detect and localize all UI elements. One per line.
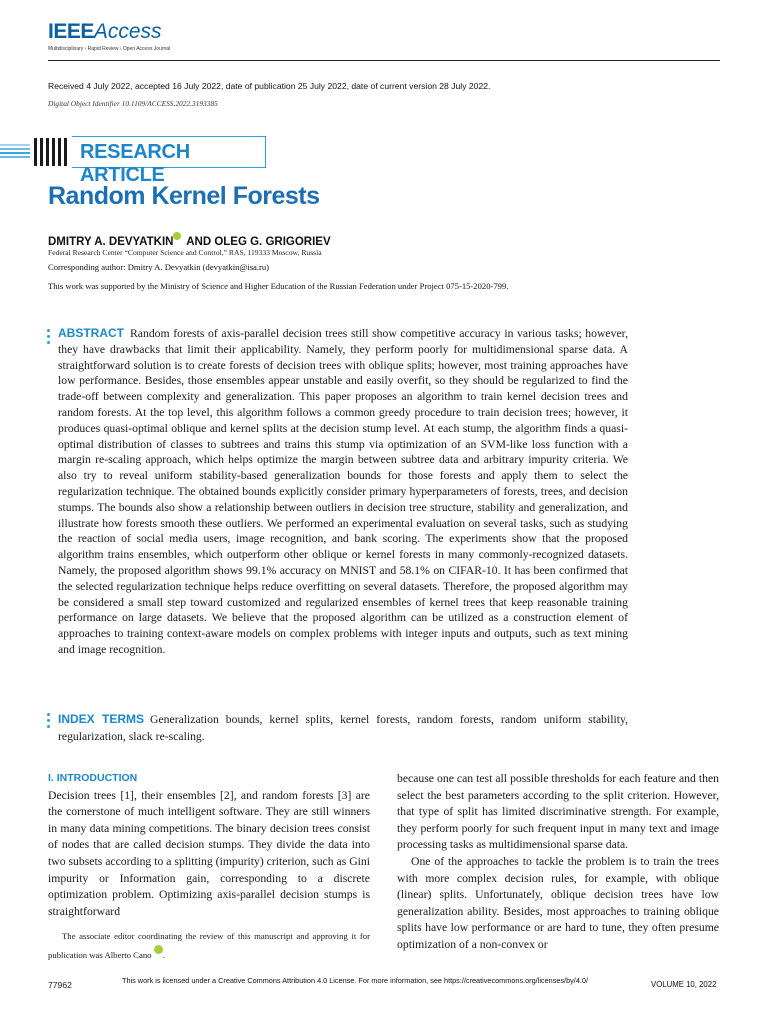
header-divider xyxy=(48,60,720,61)
index-terms-text: Generalization bounds, kernel splits, kernel forests, random forests, random uniform stability, regularization, slack re-scaling. xyxy=(58,713,628,743)
index-terms-marker-icon xyxy=(47,713,51,731)
journal-logo xyxy=(48,20,162,44)
abstract xyxy=(58,326,628,658)
abstract-heading: ABSTRACT xyxy=(58,326,124,340)
corresponding-author: Corresponding author: Dmitry A. Devyatkin (devyatkin@isa.ru) xyxy=(48,262,270,272)
funding-note: This work was supported by the Ministry of Science and Higher Education of the Russian Federation under Project 075-15-2020-799. xyxy=(48,281,509,291)
doi-line: Digital Object Identifier 10.1109/ACCESS.2022.3193385 xyxy=(48,99,218,108)
article-type-banner xyxy=(0,136,270,186)
paper-title: Random Kernel Forests xyxy=(48,182,320,210)
right-column-paragraph-2: One of the approaches to tackle the problem is to train the trees with more complex decision rules, for example, with oblique (linear) splits. Unfortunately, oblique decision trees have low generalization ability. Besides, most approaches to training oblique splits have low performance or are hard to tune, they often presume optimization of a non-convex or xyxy=(397,854,719,951)
orcid-icon[interactable] xyxy=(173,232,181,240)
banner-stripes-icon xyxy=(0,136,70,168)
section-heading: I. INTRODUCTION xyxy=(48,772,138,784)
license-note: This work is licensed under a Creative Commons Attribution 4.0 License. For more information, see https://creativecommons.org/licenses/by/4.0/ xyxy=(122,976,588,985)
abstract-text: Random forests of axis-parallel decision trees still show competitive accuracy in various tasks; however, they have drawbacks that limit their applicability. Namely, they perform poorly for multidimensional sparse data. A straightforward solution is to create forests of decision trees with oblique splits; however, most training approaches have low performance. Besides, those ensembles appear unstable and easily overfit, so they should be regularized to find the trade-off between complexity and generalization. This paper proposes an algorithm to train kernel decision trees and random forests. At the top level, this algorithm follows a common greedy procedure to train decision trees; however, it produces quasi-optimal oblique and kernel splits at the decision stump level. At each stump, the algorithm finds a quasi-optimal distribution of classes to subtrees and trains this stump via optimization of an SVM-like loss function with a margin re-scaling approach, which helps optimize the margin between subtree data and arbitrary impurity criteria. We also try to reveal uniform stability-based generalization bounds for those forests and apply them to select the regularization technique. The obtained bounds explicitly consider primary hyperparameters of forests, trees, and decision stumps. The bounds also show a relationship between outliers in decision tree structure, stability and generalization, and illustrate how forests smooth these outliers. We performed an experimental evaluation on several tasks, such as studying the reaction of social media users, image recognition, and bank scoring. The experiments show that the proposed algorithm trains ensembles, which outperform other oblique or kernel forests in many commonly-recognized datasets. Namely, the proposed algorithm shows 99.1% accuracy on MNIST and 58.1% on CIFAR-10. It has been confirmed that the selected regularization technique helps reduce overfitting on several datasets. Therefore, the proposed algorithm may be considered a small step toward customized and regularized ensembles of kernel trees that keep reasonable training performance on large datasets. We believe that the proposed algorithm can be utilized as a construction element of approaches to training context-aware models on complex problems with integer inputs and outputs, such as text mining and image recognition. xyxy=(58,327,628,656)
journal-tagline: Multidisciplinary ⁝ Rapid Review ⁝ Open Access Journal xyxy=(48,46,171,52)
page-number: 77962 xyxy=(48,980,72,990)
index-terms xyxy=(58,711,628,745)
author-first: DMITRY A. DEVYATKIN xyxy=(48,235,174,248)
left-column xyxy=(48,770,370,920)
received-dates: Received 4 July 2022, accepted 16 July 2022, date of publication 25 July 2022, date of current version 28 July 2022. xyxy=(48,81,491,91)
orcid-icon[interactable] xyxy=(154,945,163,954)
volume-label: VOLUME 10, 2022 xyxy=(651,980,717,989)
editor-note-text: The associate editor coordinating the review of this manuscript and approving it for publication was Alberto Cano xyxy=(48,931,370,960)
author-rest: AND OLEG G. GRIGORIEV xyxy=(183,235,331,248)
abstract-marker-icon xyxy=(47,329,51,347)
journal-logo-access: Access xyxy=(93,20,162,43)
author-list xyxy=(48,232,331,248)
right-column xyxy=(397,771,719,954)
affiliation: Federal Research Center “Computer Science and Control,” RAS, 119333 Moscow, Russia xyxy=(48,248,322,257)
index-terms-heading: INDEX TERMS xyxy=(58,712,145,726)
left-column-paragraph: Decision trees [1], their ensembles [2], and random forests [3] are the cornerstone of much intelligent software. They are still winners in many data mining competitions. The binary decision trees consist of nodes that are called decision stumps. They divide the data into two subsets according to a splitting (impurity) criterion, such as Gini impurity or Information gain, corresponding to a discrete optimization problem. Optimizing axis-parallel decision stumps is straightforward xyxy=(48,788,370,918)
journal-logo-ieee: IEEE xyxy=(48,20,94,43)
article-type-label: RESEARCH ARTICLE xyxy=(80,141,190,186)
editor-note: The associate editor coordinating the review of this manuscript and approving it for publication was Alberto Cano . xyxy=(48,931,370,960)
right-column-paragraph-1: because one can test all possible thresholds for each feature and then select the best parameters according to the split criterion. However, that type of split has limited discriminative strength. For example, they perform poorly for such frequent input in many text and image processing tasks as multidimensional sparse data. xyxy=(397,772,719,852)
